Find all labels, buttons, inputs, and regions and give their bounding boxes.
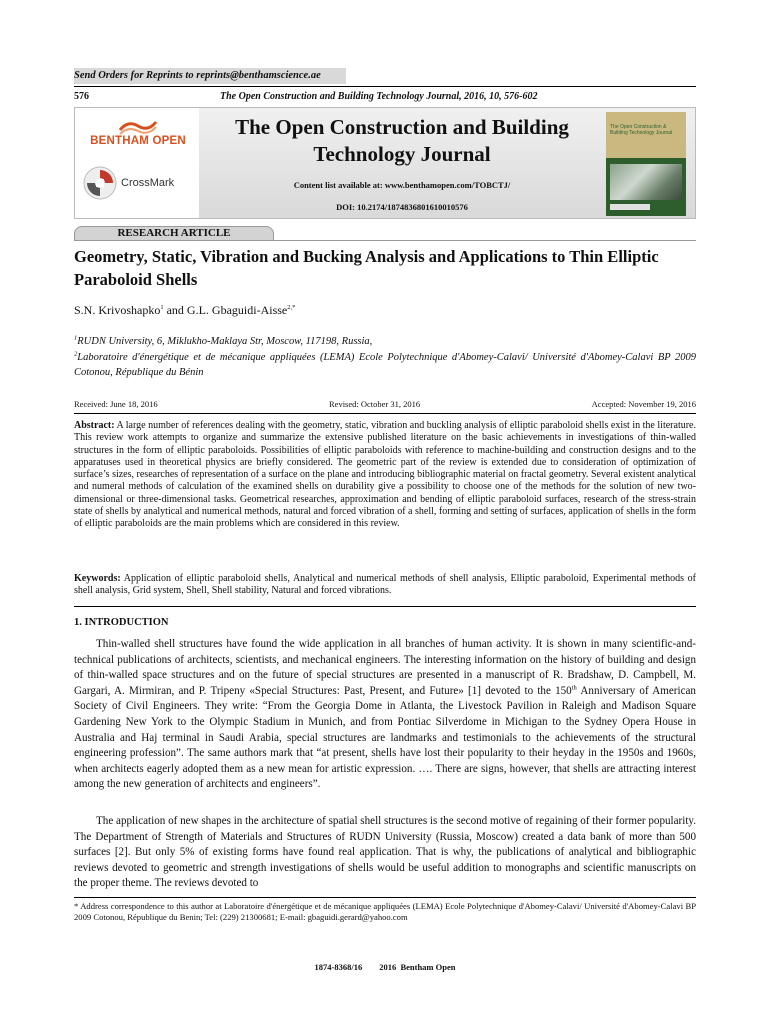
bentham-open-label: BENTHAM OPEN — [90, 135, 186, 147]
affiliation-1-text: RUDN University, 6, Miklukho-Maklaya Str, Moscow, 117198, Russia, — [77, 336, 373, 347]
introduction-paragraph-1 — [74, 637, 696, 793]
author-conjunction: and — [163, 303, 187, 317]
abstract — [74, 420, 696, 531]
keywords-label: Keywords: — [74, 573, 121, 584]
affiliation-2 — [74, 350, 696, 380]
article-dates — [74, 399, 696, 411]
paragraph-1-superscript: th — [571, 684, 577, 692]
content-list-link[interactable]: Content list available at: www.benthamopen.com/TOBCTJ/ — [293, 180, 511, 190]
doi-link[interactable]: DOI: 10.2174/1874836801610010576 — [336, 202, 468, 212]
paragraph-1-part-2: Anniversary of American Society of Civil Engineers. They write: “From the Georgia Dome in Atlanta, the Livestock Pavilion in Raleigh and Madison Square Gardening New York to the Olympic Stadium in Munich, and from Pontiac Silverdome in Michigan to the Sydney Opera House in Australia and Haj terminal in Saudi Arabia, special structures are landmarks and testimonials to the achievements of the structural engineering profession”. The same authors mark that “at present, shells have lost their popularity to their heyday in the 1950s and 1960s, when architects eagerly adopted them as a new mean for artistic expression. …. There are signs, however, that shells are attracting interest among the new generation of architects and engineers”. — [74, 684, 696, 791]
reprint-notice: Send Orders for Reprints to reprints@benthamscience.ae — [74, 68, 346, 84]
crossmark-badge[interactable] — [83, 166, 193, 200]
cover-title: The Open Construction & Building Technology Journal — [610, 124, 673, 136]
section-heading-introduction: 1. INTRODUCTION — [74, 617, 169, 628]
author-1: S.N. Krivoshapko — [74, 303, 161, 317]
article-type-rule — [274, 240, 696, 241]
journal-banner — [74, 107, 696, 219]
bentham-open-logo[interactable] — [82, 118, 194, 147]
crossmark-label: CrossMark — [121, 177, 175, 189]
affiliation-1 — [74, 334, 696, 349]
affiliation-2-text: Laboratoire d'énergétique et de mécanique appliquées (LEMA) Ecole Polytechnique d'Abomey-Calavi/ Université d'Abomey-Calavi BP 2009 Cotonou, République du Bénin — [74, 352, 696, 378]
keywords-rule — [74, 606, 696, 607]
journal-title-line2: Technology Journal — [313, 142, 491, 166]
abstract-label: Abstract: — [74, 420, 115, 431]
logo-panel — [75, 108, 199, 218]
introduction-paragraph-2: The application of new shapes in the architecture of spatial shell structures is the second motive of regaining of their former popularity. The Department of Strength of Materials and Structures of RUDN University (Russia, Moscow) created a data bank of more than 500 surfaces [2]. But only 5% of existing forms have found real application. That is why, the publications of analytical and bibliographic reviews devoted to geometric and strength investigations of shells would be useful addition to monographs and scientific manuscripts on the proper theme. The reviews devoted to — [74, 815, 696, 890]
paragraph-1-part-1: Thin-walled shell structures have found the wide application in all branches of human activity. It is shown in many scientific-and-technical publications of architects, scientists, and mechanical engineers. The interesting information on the history of building and design of thin-walled space structures and on the future of special structures are presented in a manuscript of R. Bradshaw, D. Campbell, M. Gargari, A. Mirmiran, and P. Tripeny «Special Structures: Past, Present, and Future» [1] devoted to the 150 — [74, 638, 696, 697]
accepted-date: Accepted: November 19, 2016 — [591, 399, 696, 409]
bentham-wave-icon — [118, 118, 158, 136]
cover-photo — [610, 164, 682, 200]
keywords-text: Application of elliptic paraboloid shells, Analytical and numerical methods of shell analysis, Elliptic paraboloid, Experimental methods of shell analysis, Grid system, Shell, Shell stability, Natural and forced vibrations. — [74, 573, 696, 597]
author-line — [74, 303, 696, 318]
affiliation-2-marker: 2 — [74, 350, 78, 358]
journal-title — [199, 114, 605, 168]
header-rule — [74, 86, 696, 87]
revised-date: Revised: October 31, 2016 — [329, 399, 421, 409]
running-header — [74, 91, 696, 105]
journal-citation: The Open Construction and Building Technology Journal, 2016, 10, 576-602 — [220, 91, 538, 102]
correspondence-footnote: * Address correspondence to this author at Laboratoire d'énergétique et de mécanique appliquées (LEMA) Ecole Polytechnique d'Abomey-Calavi/ Université d'Abomey-Calavi BP 2009 Cotonou, République du Benin; Tel: (229) 21300681; E-mail: gbaguidi.gerard@yahoo.com — [74, 901, 696, 922]
journal-title-line1: The Open Construction and Building — [235, 115, 569, 139]
abstract-text: A large number of references dealing with the geometry, static, vibration and buckling analysis of elliptic paraboloid shells exist in the literature. This review work attempts to organize and summarize the extensive published literature on the basic achievements in investigations of thin-walled structures in the form of elliptic paraboloids. Possibilities of elliptic paraboloids with reference to machine-building and construction designs and to the apparatuses used in theoretical physics are briefly considered. The geometric part of the review is extended due to consideration of optimization of surface’s sizes, researches of representation of a surface on the plane and introducing bibliographic material on fractal geometry. Several existent analytical and numeral methods of calculation of the examined shells on durability give a possibility to choose one of the methods for the solution of new two-dimensional or three-dimensional tasks. Geometrical researches, approximation and bending of elliptic paraboloid surfaces, research of the stress-strain state of shells by analytical and numerical methods, natural and forced vibration of a shell, forming and setting of surfaces, application of shells in the form of elliptic paraboloids are the main problems which are considered in this review. — [74, 420, 696, 530]
author-1-affiliation: 1 — [160, 304, 164, 311]
author-2-affiliation: 2,* — [287, 304, 296, 311]
crossmark-icon — [83, 166, 117, 200]
affiliation-1-marker: 1 — [74, 334, 78, 342]
author-2: G.L. Gbaguidi-Aisse — [186, 303, 288, 317]
cover-publisher-bar — [610, 204, 650, 210]
issn-publisher-line: 1874-8368/16 2016 Bentham Open — [314, 962, 456, 972]
journal-cover-image — [606, 112, 686, 216]
article-title: Geometry, Static, Vibration and Bucking Analysis and Applications to Thin Elliptic Paraboloid Shells — [74, 247, 659, 289]
dates-rule — [74, 413, 696, 414]
footnote-rule — [74, 897, 696, 898]
article-type-tab: RESEARCH ARTICLE — [74, 226, 274, 241]
page-number: 576 — [74, 91, 89, 102]
keywords — [74, 573, 696, 598]
received-date: Received: June 18, 2016 — [74, 399, 158, 409]
